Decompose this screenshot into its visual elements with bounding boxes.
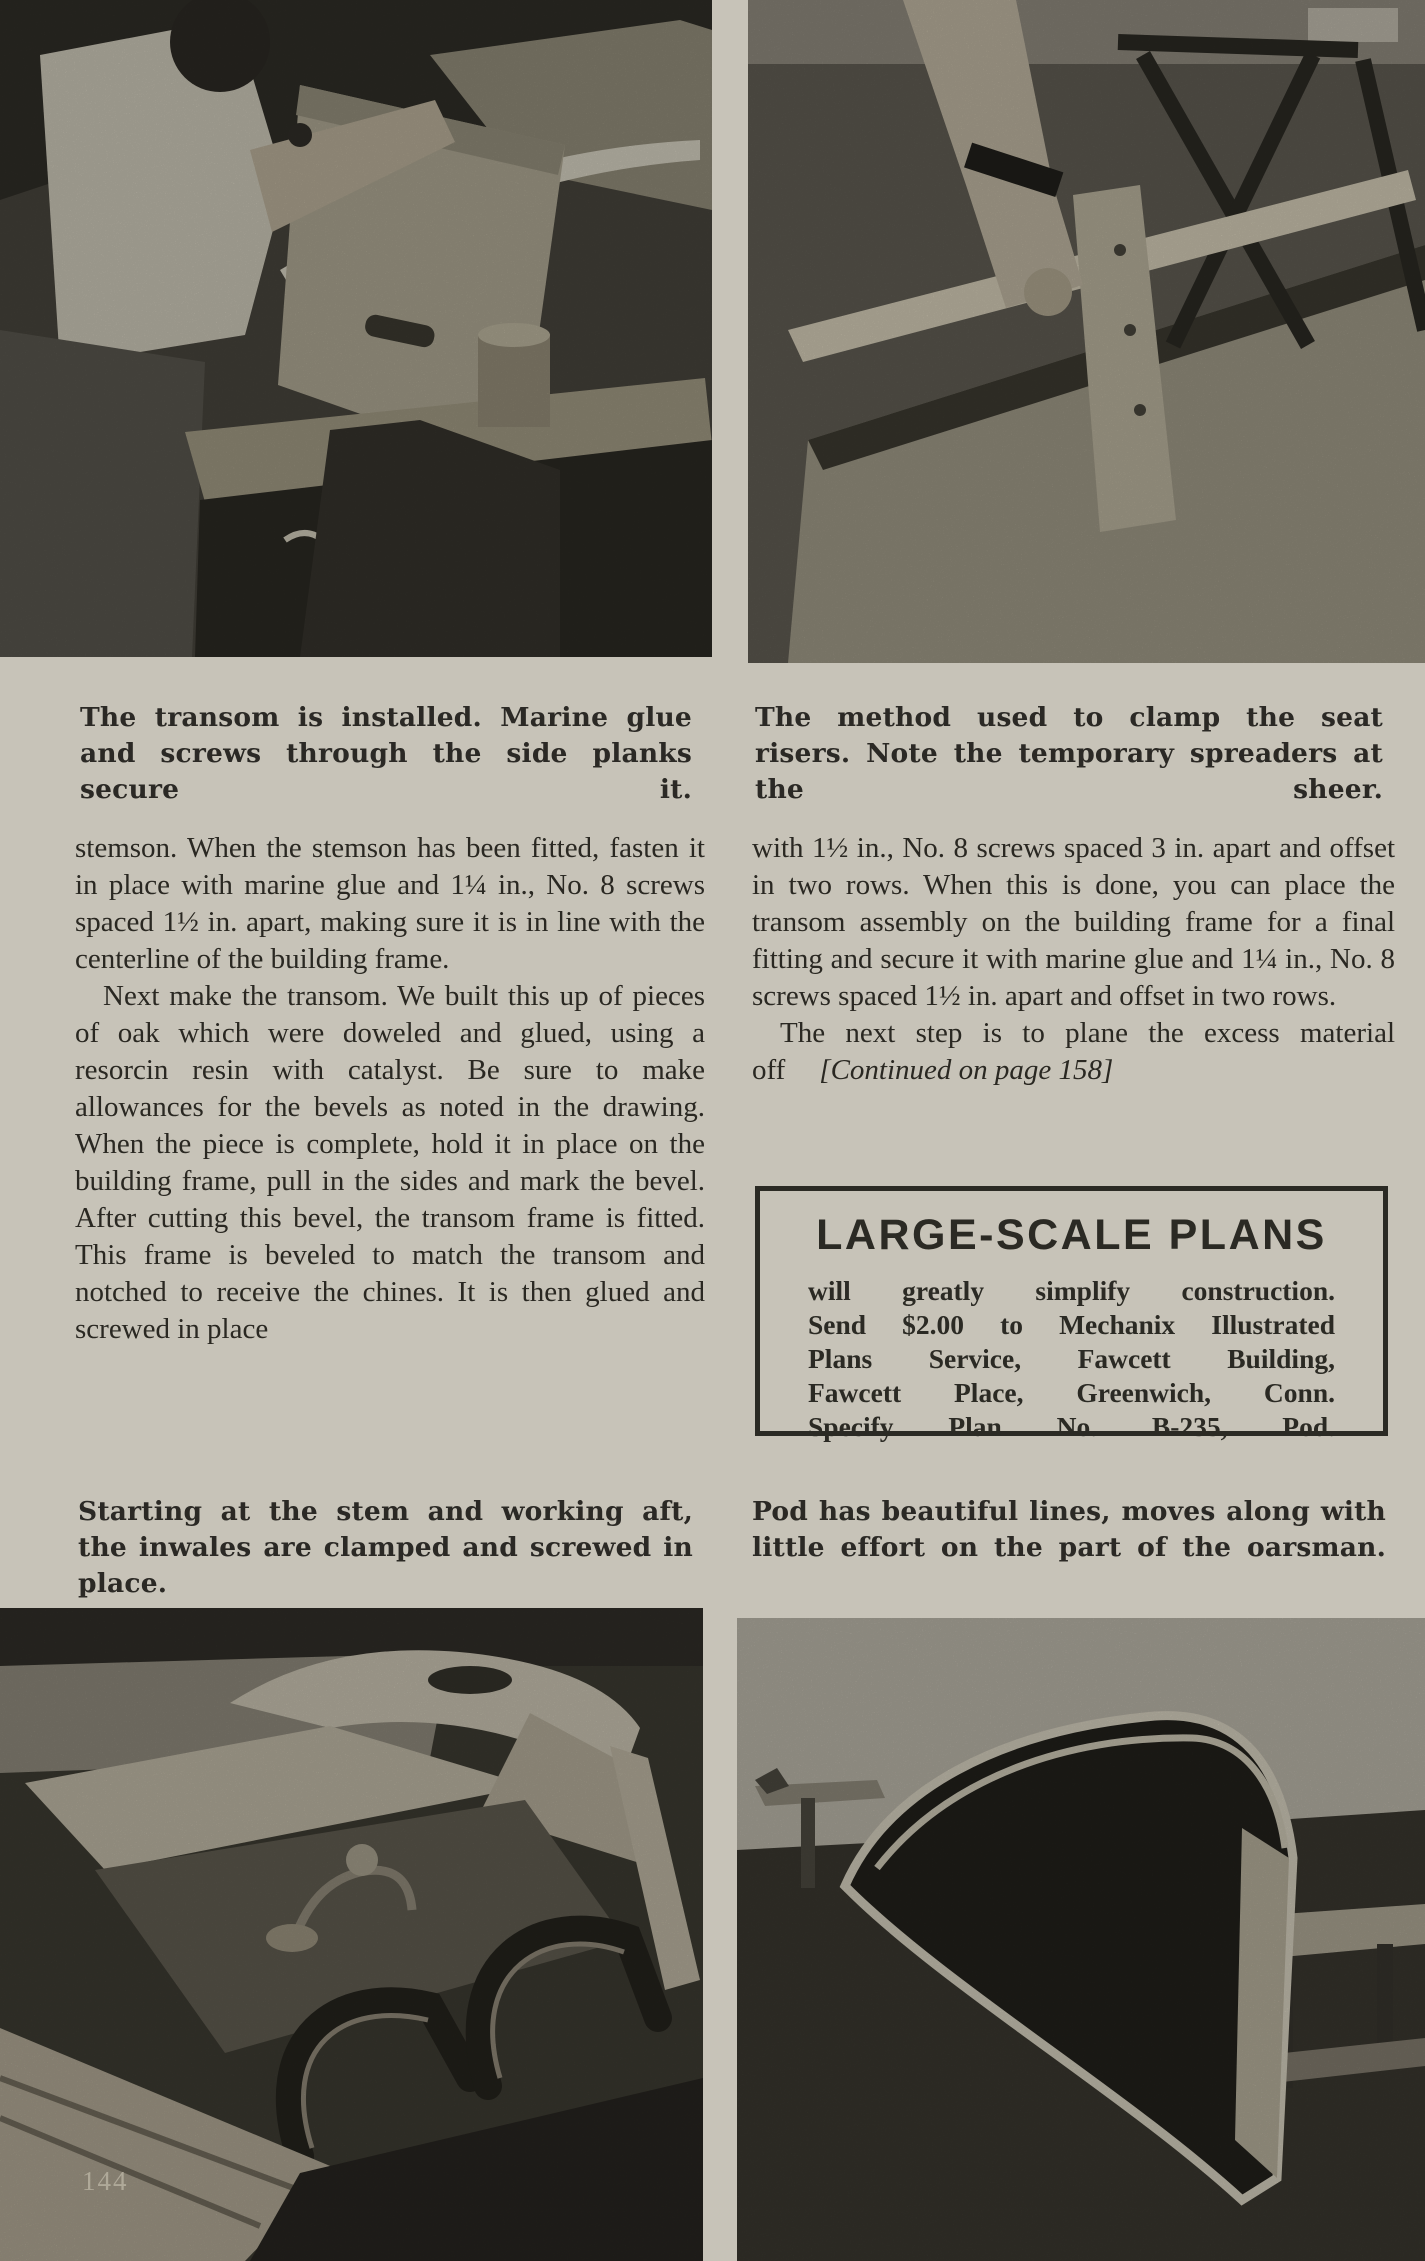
photo-inwales-clamped bbox=[0, 1608, 703, 2261]
page-number: 144 bbox=[82, 2166, 129, 2196]
article-paragraph: stemson. When the stemson has been fitted, fasten it in place with marine glue and 1¼ in., No. 8 screws spaced 1½ in. apart, making sure it is in line with the centerline of the building frame. bbox=[75, 832, 705, 975]
plans-box-line: Specify Plan No. B-235, Pod. bbox=[808, 1411, 1335, 1442]
plans-box-line: will greatly simplify construction. bbox=[808, 1275, 1335, 1306]
article-column-right bbox=[752, 830, 1395, 1089]
plans-box-line: Fawcett Place, Greenwich, Conn. bbox=[808, 1377, 1335, 1408]
plans-box-body bbox=[796, 1274, 1347, 1444]
film-grain bbox=[737, 1618, 1425, 2261]
caption-bottom-right: Pod has beautiful lines, moves along with little effort on the part of the oarsman. bbox=[752, 1496, 1386, 1563]
photo-hull-illustration bbox=[737, 1618, 1425, 2261]
photo-inwales-illustration bbox=[0, 1608, 703, 2261]
plans-box-title: LARGE-SCALE PLANS bbox=[816, 1211, 1327, 1259]
film-grain bbox=[748, 0, 1425, 663]
photo-clamps-illustration bbox=[748, 0, 1425, 663]
caption-top-left: The transom is installed. Marine glue and screws through the side planks secure it. bbox=[80, 702, 692, 805]
photo-transom-installed bbox=[0, 0, 712, 657]
film-grain bbox=[0, 0, 712, 657]
continued-notice: [Continued on page 158] bbox=[819, 1054, 1114, 1086]
plans-box-line: Plans Service, Fawcett Building, bbox=[808, 1343, 1335, 1374]
plans-box-line: Send $2.00 to Mechanix Illustrated bbox=[808, 1309, 1335, 1340]
article-column-left bbox=[75, 830, 705, 1348]
caption-top-right: The method used to clamp the seat risers. Note the temporary spreaders at the sheer. bbox=[755, 702, 1383, 805]
film-grain bbox=[0, 1608, 703, 2261]
article-paragraph: with 1½ in., No. 8 screws spaced 3 in. apart and offset in two rows. When this is done, you can place the transom assembly on the building frame for a final fitting and secure it with marine glue and 1¼ in., No. 8 screws spaced 1½ in. apart and offset in two rows. bbox=[752, 832, 1395, 1012]
article-text: The next step is to plane the excess material off bbox=[752, 1017, 1395, 1086]
article-paragraph: Next make the transom. We built this up of pieces of oak which were doweled and glued, using a resorcin resin with catalyst. Be sure to make allowances for the bevels as noted in the drawing. When the piece is complete, hold it in place on the building frame, pull in the sides and mark the bevel. After cutting this bevel, the transom frame is fitted. This frame is beveled to match the transom and notched to receive the chines. It is then glued and screwed in place bbox=[75, 980, 705, 1345]
caption-bottom-left: Starting at the stem and working aft, the inwales are clamped and screwed in place. bbox=[78, 1496, 693, 1599]
photo-clamping-seat-risers bbox=[748, 0, 1425, 663]
photo-finished-pod-hull bbox=[737, 1618, 1425, 2261]
photo-transom-illustration bbox=[0, 0, 712, 657]
plans-offer-box bbox=[755, 1186, 1388, 1442]
article-paragraph bbox=[752, 1015, 1395, 1089]
